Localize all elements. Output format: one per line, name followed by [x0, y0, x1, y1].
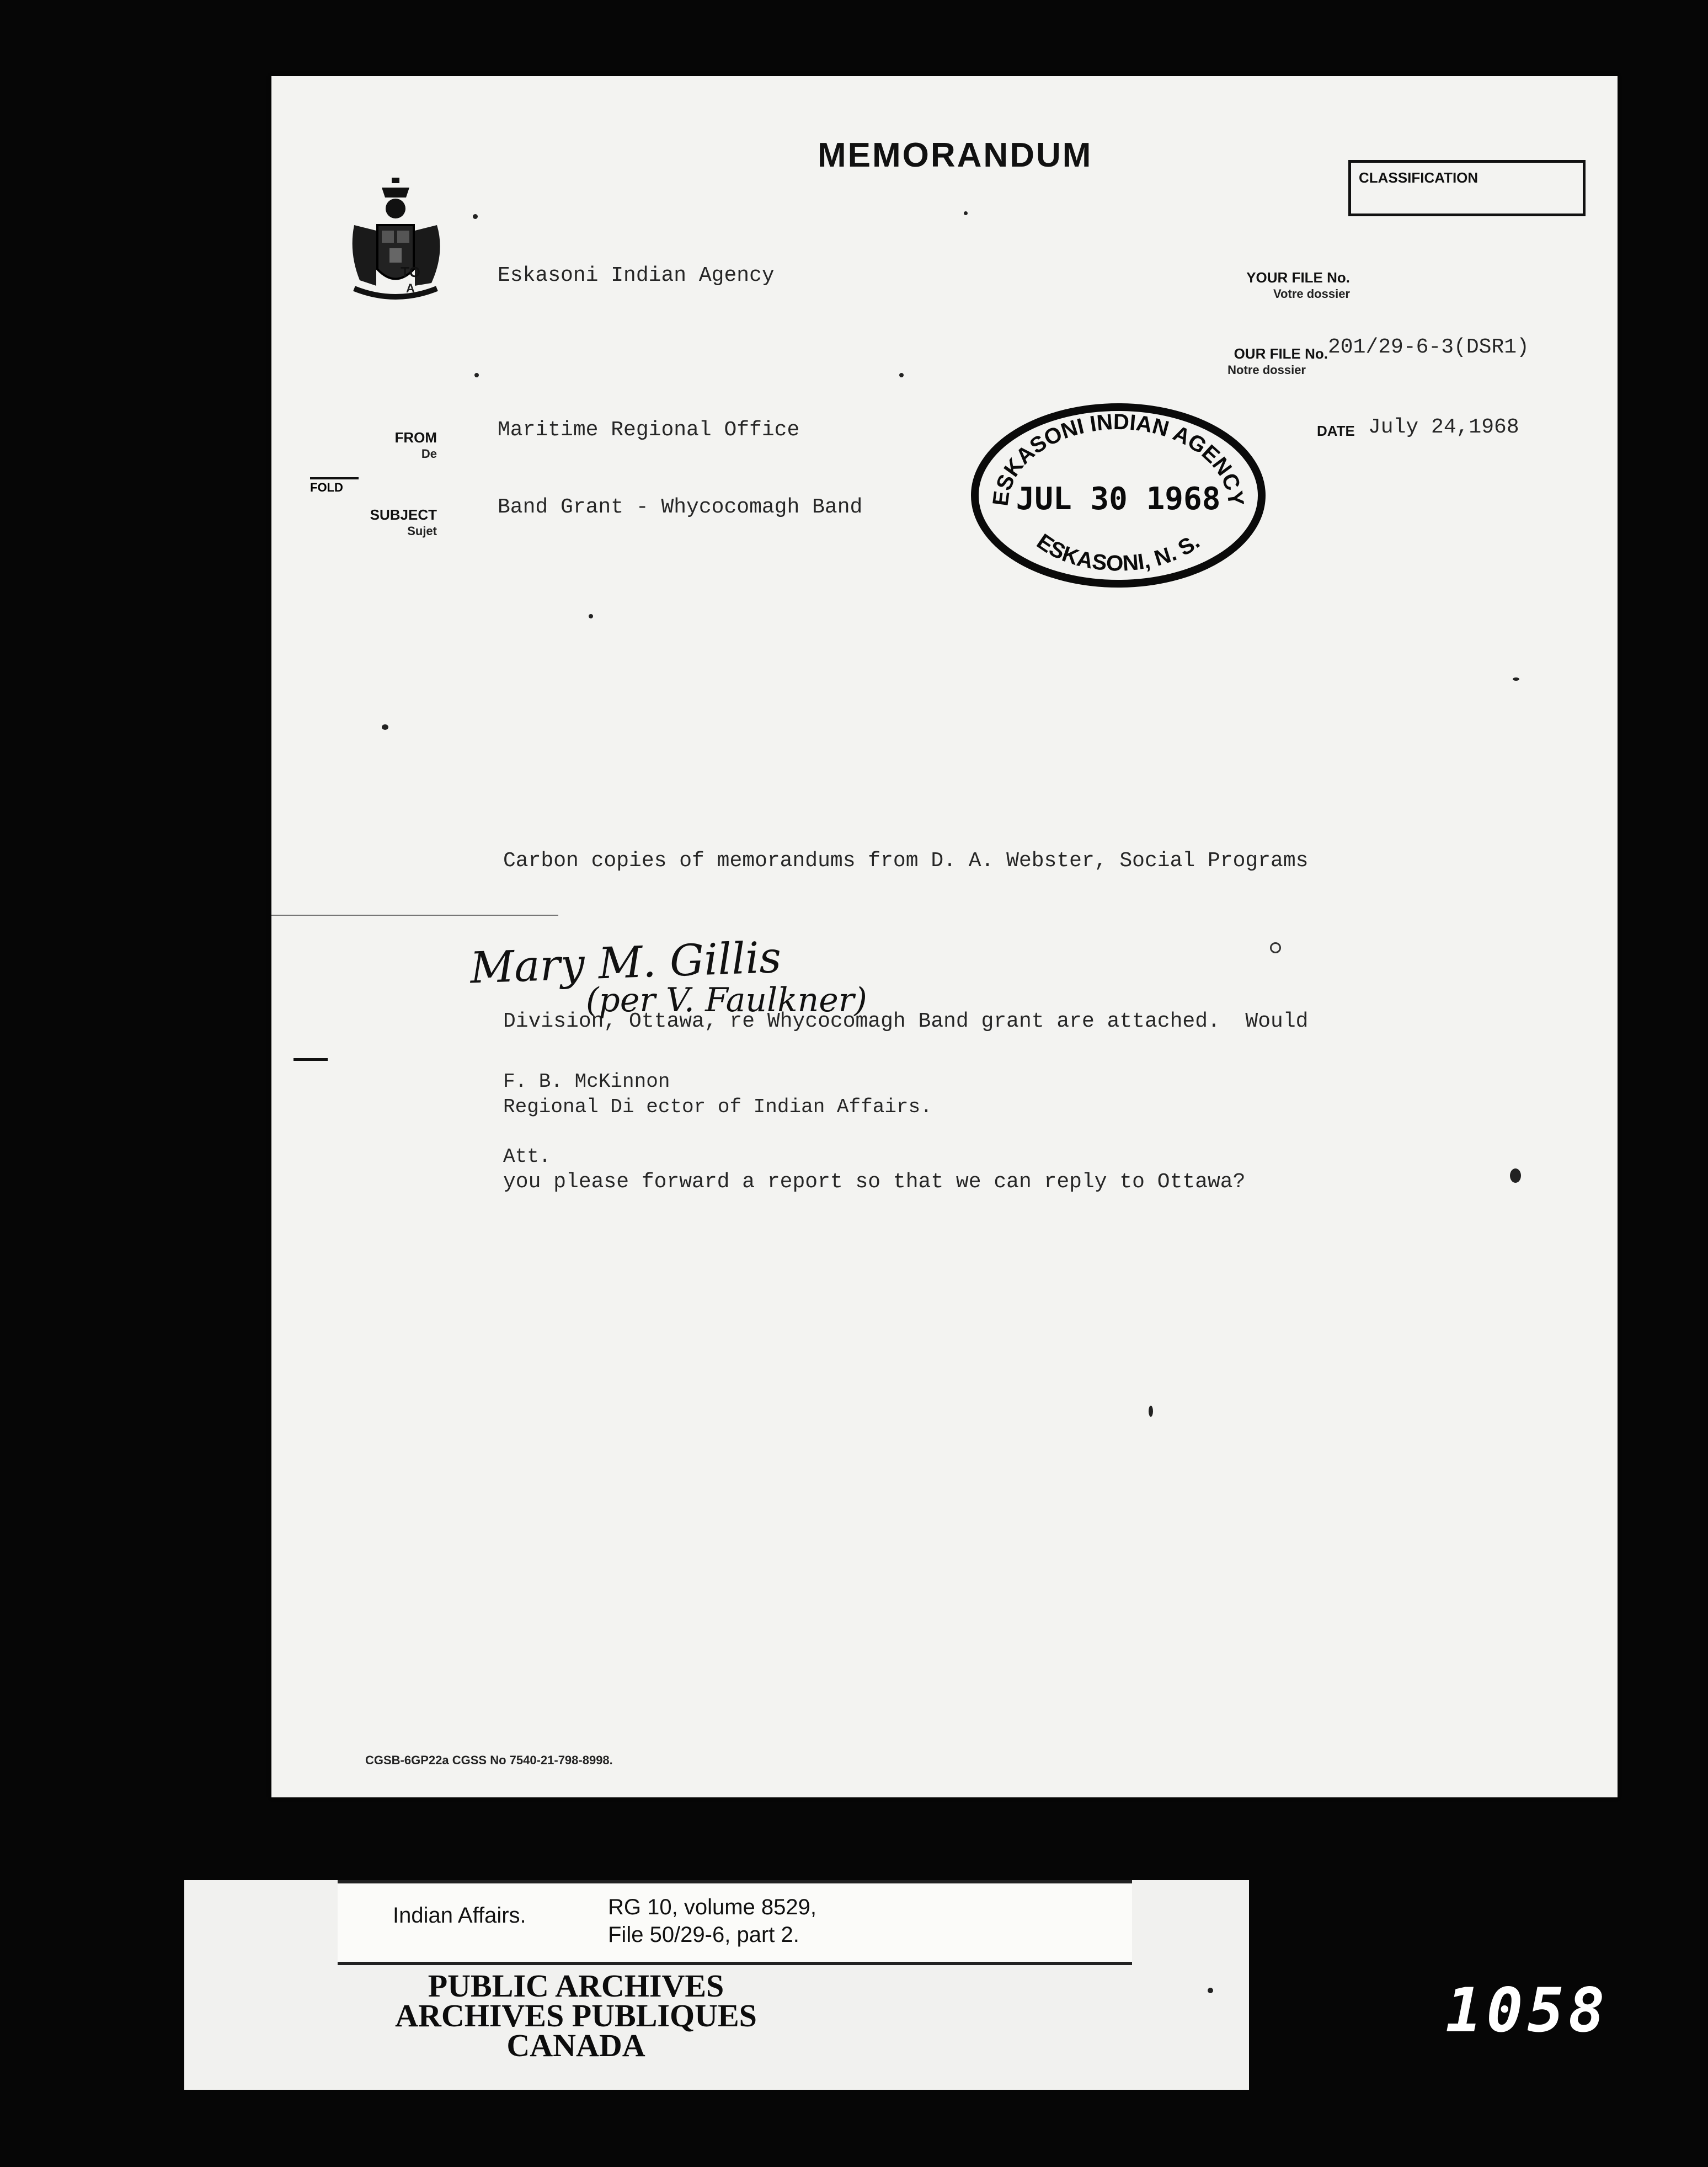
to-label-fr: A	[406, 281, 415, 295]
attachment-note: Att.	[503, 1145, 551, 1168]
subject-label-fr: Sujet	[407, 524, 437, 538]
memorandum-sheet	[271, 76, 1618, 1797]
archive-label-card	[184, 1880, 1249, 2090]
fold-mark: FOLD	[310, 477, 359, 495]
from-value: Maritime Regional Office	[498, 418, 800, 442]
memo-body	[503, 727, 1308, 1316]
form-number: CGSB-6GP22a CGSS No 7540-21-798-8998.	[365, 1753, 613, 1767]
stamp-top-text: ESKASONI INDIAN AGENCY	[988, 409, 1248, 508]
archive-reference	[608, 1893, 816, 1949]
our-file-label-en: OUR FILE No.	[1234, 345, 1328, 362]
signature-line-1: Mary M. Gillis	[469, 932, 782, 994]
speck	[1208, 1988, 1213, 1993]
speck	[1513, 677, 1519, 681]
frame-number: 1058	[1445, 1975, 1609, 2046]
classification-label: CLASSIFICATION	[1359, 169, 1479, 186]
speck	[899, 373, 904, 377]
to-label	[394, 264, 427, 297]
body-line: Division, Ottawa, re Whycocomagh Band grant are attached. Would	[503, 1010, 1309, 1033]
stamp-date: JUL 30 1968	[1016, 481, 1221, 517]
speck	[473, 214, 478, 219]
received-stamp	[964, 396, 1273, 595]
your-file-label-fr: Votre dossier	[1273, 287, 1350, 301]
signature-block	[503, 1069, 932, 1170]
archive-stamp	[179, 1968, 973, 2063]
archive-line-3: CANADA	[506, 2027, 645, 2063]
from-label-fr: De	[421, 447, 437, 461]
reference-line-2: File 50/29-6, part 2.	[608, 1923, 799, 1947]
our-file-label-fr: Notre dossier	[1227, 363, 1306, 377]
speck	[474, 373, 479, 377]
department-label: Indian Affairs.	[393, 1903, 526, 1928]
speck	[964, 211, 968, 215]
classification-box	[1348, 160, 1586, 216]
handwritten-signature	[469, 932, 867, 1020]
your-file-label	[1151, 269, 1350, 302]
signature-line-2: (per V. Faulkner)	[586, 981, 867, 1020]
to-label-en: TO	[401, 264, 420, 280]
subject-value: Band Grant - Whycocomagh Band	[498, 495, 863, 519]
speck	[1149, 1406, 1153, 1417]
signatory-title: Regional Di ector of Indian Affairs.	[503, 1096, 932, 1118]
date-label: DATE	[1317, 423, 1355, 439]
archive-reference-strip	[338, 1880, 1132, 1965]
body-line: Carbon copies of memorandums from D. A. Webster, Social Programs	[503, 849, 1309, 873]
our-file-value: 201/29-6-3(DSR1)	[1328, 335, 1529, 359]
from-label	[376, 429, 437, 462]
date-value: July 24,1968	[1368, 415, 1519, 439]
subject-label-en: SUBJECT	[370, 506, 437, 523]
to-value: Eskasoni Indian Agency	[498, 264, 775, 287]
archive-line-1: PUBLIC ARCHIVES	[428, 1968, 724, 2004]
speck	[1510, 1168, 1521, 1183]
carbon-rule	[271, 915, 558, 916]
memo-title: MEMORANDUM	[818, 136, 1093, 174]
speck	[382, 724, 388, 730]
your-file-label-en: YOUR FILE No.	[1246, 269, 1350, 286]
body-line: you please forward a report so that we can reply to Ottawa?	[503, 1170, 1246, 1194]
from-label-en: FROM	[394, 429, 437, 446]
stamp-bottom-text: ESKASONI, N. S.	[1032, 529, 1204, 576]
reference-line-1: RG 10, volume 8529,	[608, 1895, 816, 1919]
archive-line-2: ARCHIVES PUBLIQUES	[395, 1998, 757, 2033]
signatory-name: F. B. McKinnon	[503, 1070, 670, 1093]
subject-label	[365, 506, 437, 540]
our-file-label	[1129, 345, 1328, 378]
speck	[589, 614, 593, 618]
margin-dash	[293, 1058, 328, 1061]
speck	[1270, 942, 1281, 953]
